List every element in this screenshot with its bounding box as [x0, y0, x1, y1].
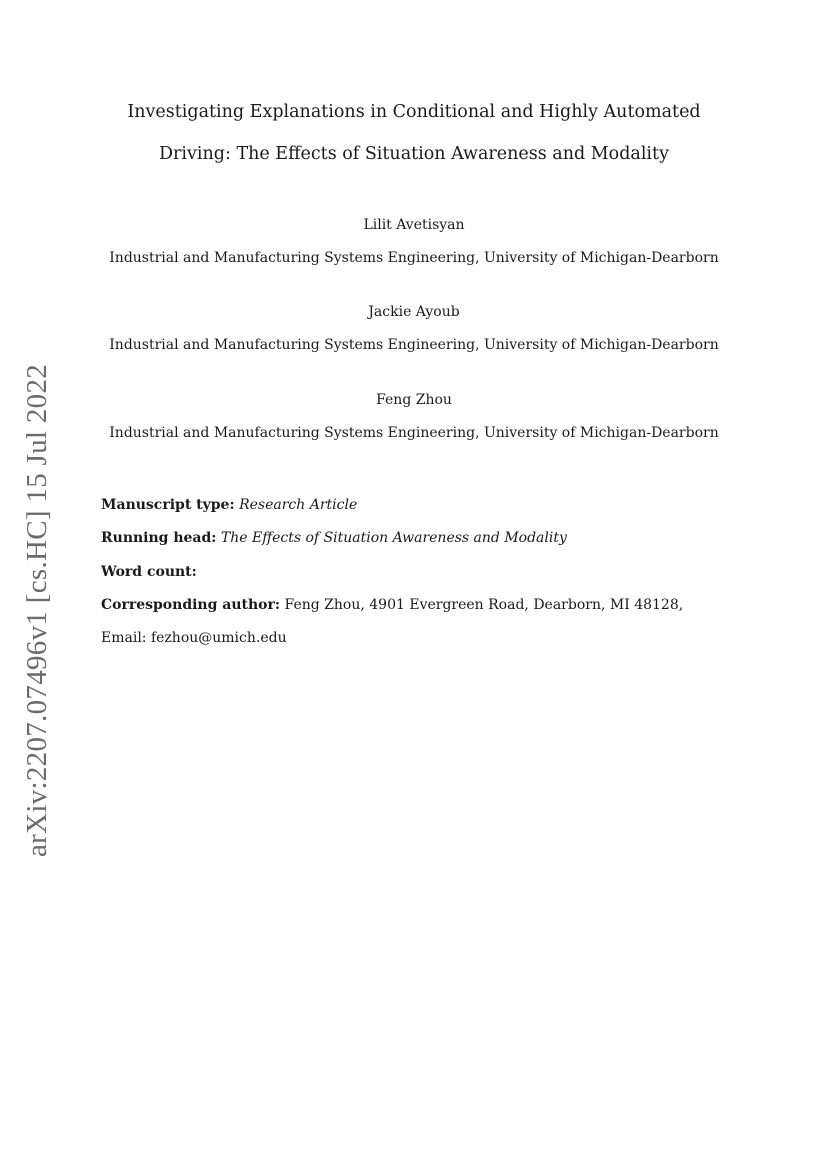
running-head-label: Running head: — [101, 530, 217, 546]
corresponding-author-value: Feng Zhou, 4901 Evergreen Road, Dearborn, MI 48128, — [284, 597, 684, 613]
author-name-1: Lilit Avetisyan — [363, 217, 465, 233]
manuscript-type-label: Manuscript type: — [101, 497, 235, 513]
corresponding-author-label: Corresponding author: — [101, 597, 281, 613]
running-head-value: The Effects of Situation Awareness and Modality — [220, 530, 567, 546]
word-count-label: Word count: — [101, 564, 197, 580]
arxiv-identifier-text: arXiv:2207.07496v1 [cs.HC] 15 Jul 2022 — [21, 363, 54, 857]
corresponding-author-line — [101, 598, 683, 612]
paper-title-line-2: Driving: The Effects of Situation Awareness and Modality — [159, 144, 669, 164]
email-line: Email: fezhou@umich.edu — [101, 630, 287, 646]
running-head-line — [101, 531, 567, 545]
arxiv-identifier-stamp — [16, 363, 60, 857]
author-name-3: Feng Zhou — [376, 392, 452, 408]
author-affiliation-1: Industrial and Manufacturing Systems Engineering, University of Michigan-Dearborn — [109, 250, 719, 266]
author-name-2: Jackie Ayoub — [368, 304, 460, 320]
author-affiliation-2: Industrial and Manufacturing Systems Engineering, University of Michigan-Dearborn — [109, 337, 719, 353]
author-affiliation-3: Industrial and Manufacturing Systems Engineering, University of Michigan-Dearborn — [109, 425, 719, 441]
word-count-line — [101, 565, 197, 579]
manuscript-type-line — [101, 498, 357, 512]
paper-title-line-1: Investigating Explanations in Conditional and Highly Automated — [127, 102, 701, 122]
manuscript-type-value: Research Article — [239, 497, 358, 513]
